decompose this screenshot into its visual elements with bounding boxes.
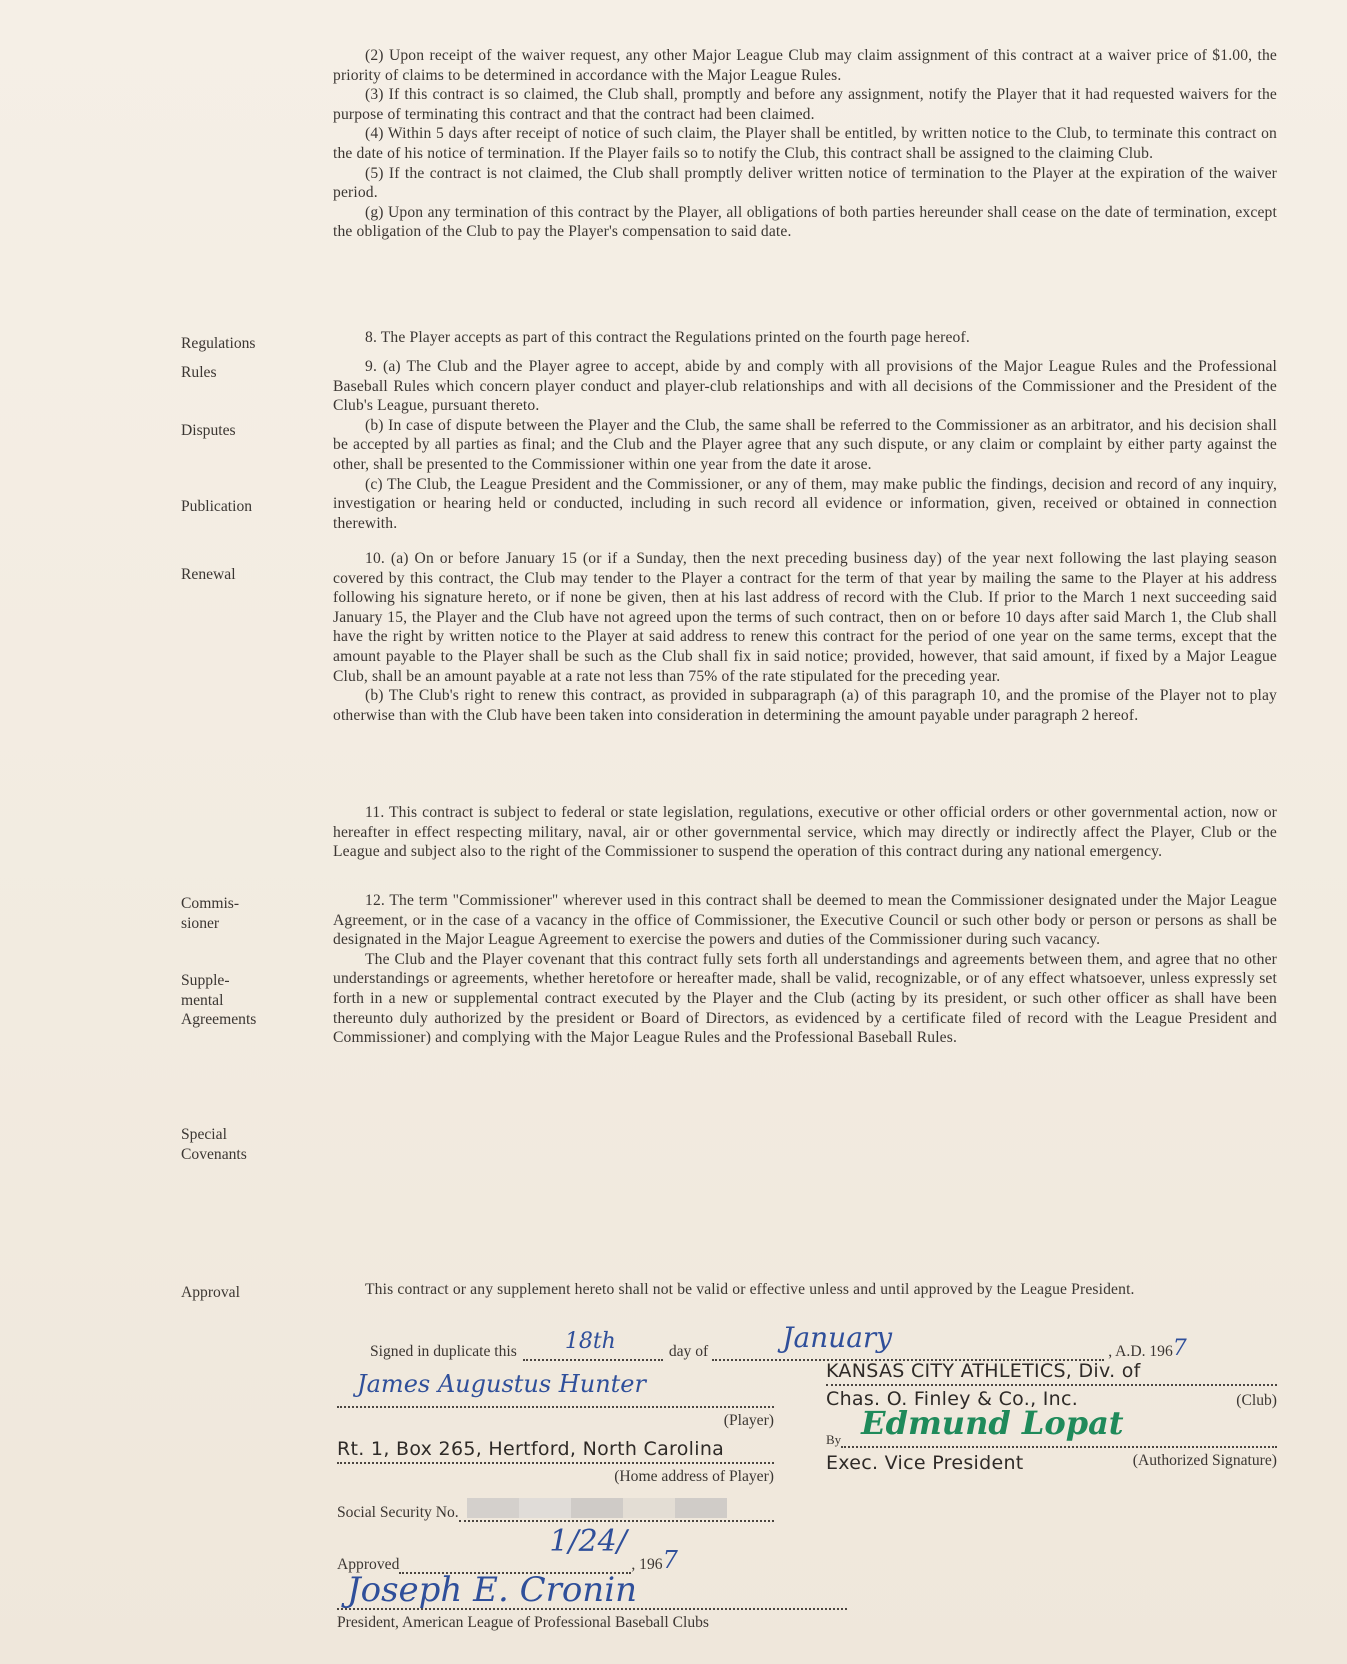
label-regulations: Regulations xyxy=(181,335,256,352)
ssn-redacted xyxy=(467,1498,727,1518)
paragraph-g: (g) Upon any termination of this contract by the Player, all obligations of both parties hereunder shall cease on the date of termination, except the obligation of the Club to pay the Player's compensation to said date. xyxy=(333,203,1277,241)
waiver-section xyxy=(333,46,1277,242)
paragraph-10b: (b) The Club's right to renew this contract, as provided in subparagraph (a) of this paragraph 10, and the promise of the Player not to play otherwise than with the Club have been taken into consideration in determining the amount payable under paragraph 2 hereof. xyxy=(333,687,1277,724)
label-supp-line3: Agreements xyxy=(181,1011,257,1029)
label-supp-line1: Supple- xyxy=(181,972,230,989)
label-disputes: Disputes xyxy=(181,422,236,439)
month-field xyxy=(712,1321,1104,1361)
paragraph-5: (5) If the contract is not claimed, the Club shall promptly deliver written notice of termination to the Player at the expiration of the waiver period. xyxy=(333,164,1277,202)
approved-year-digit: 7 xyxy=(662,1546,678,1574)
paragraph-8: 8. The Player accepts as part of this contract the Regulations printed on the fourth page hereof. xyxy=(365,329,970,346)
club-label: (Club) xyxy=(1236,1392,1277,1409)
label-commissioner-line2: sioner xyxy=(181,914,220,932)
by-label: By xyxy=(826,1432,842,1447)
label-publication: Publication xyxy=(181,498,253,515)
day-value: 18th xyxy=(564,1329,616,1354)
day-of-label: day of xyxy=(668,1343,709,1360)
club-signature-block xyxy=(826,1360,1277,1474)
paragraph-3: (3) If this contract is so claimed, the Club shall, promptly and before any assignment, notify the Player that it had requested waivers for the purpose of terminating this contract and that the contract had been claimed. xyxy=(333,86,1277,123)
address-label: (Home address of Player) xyxy=(614,1468,774,1485)
commissioner-section xyxy=(333,891,1277,1048)
player-signature: James Augustus Hunter xyxy=(357,1370,646,1398)
label-special-covenants xyxy=(181,1125,247,1164)
day-field xyxy=(523,1329,663,1361)
paragraph-2: (2) Upon receipt of the waiver request, any other Major League Club may claim assignment of this contract at a waiver price of $1.00, the priority of claims to be determined in accordance with the Major League Rules. xyxy=(333,47,1277,84)
paragraph-4: (4) Within 5 days after receipt of notice of such claim, the Player shall be entitled, by written notice to the Club, to terminate this contract on the date of his notice of termination. If the Player fails so to notify the Club, this contract shall be assigned to the claiming Club. xyxy=(333,125,1277,162)
authorized-signature-line xyxy=(841,1404,1277,1448)
renewal-section xyxy=(333,549,1277,725)
label-commissioner-line1: Commis- xyxy=(181,895,240,912)
signed-prefix: Signed in duplicate this xyxy=(370,1343,517,1360)
year-digit: 7 xyxy=(1172,1336,1187,1361)
authorized-signature-row xyxy=(826,1404,1277,1448)
paragraph-12: 12. The term "Commissioner" wherever used in this contract shall be deemed to mean the Commissioner designated under the Major League Agreement, or in the case of a vacancy in the office of Commissioner, the Executive Council or such other body or person or persons as shall be designated in the Major League Agreement to exercise the powers and duties of the Commissioner during such vacancy. xyxy=(333,892,1277,949)
authorized-label: (Authorized Signature) xyxy=(1132,1452,1277,1469)
authorized-signature: Edmund Lopat xyxy=(861,1404,1124,1442)
paragraph-10a: 10. (a) On or before January 15 (or if a Sunday, then the next preceding business day) of the year next following the last playing season covered by this contract, the Club may tender to the Player a contract for the term of that year by mailing the same to the Player at his address following his signature hereto, or if none be given, then at his last address of record with the Club. If prior to the March 1 next succeeding said January 15, the Player and the Club have not agreed upon the terms of such contract, then on or before 10 days after said March 1, the Club shall have the right by written notice to the Player at said address to renew this contract for the period of one year on the same terms, except that the amount payable to the Player shall be such as the Club shall fix in said notice; provided, however, that said amount, if fixed by a Major League Club, shall be an amount payable at a rate not less than 75% of the rate stipulated for the preceding year. xyxy=(333,550,1277,685)
paragraph-approval: This contract or any supplement hereto shall not be valid or effective unless and until approved by the League President. xyxy=(365,1281,1135,1298)
paragraph-9a: 9. (a) The Club and the Player agree to accept, abide by and comply with all provisions of the Major League Rules and the Professional Baseball Rules which concern player conduct and player-club relationships and with all decisions of the Commissioner and the President of the Club's League, pursuant thereto. xyxy=(333,358,1277,415)
label-special-line1: Special xyxy=(181,1126,227,1143)
month-value: January xyxy=(782,1321,893,1354)
label-approval: Approval xyxy=(181,1284,240,1301)
label-renewal: Renewal xyxy=(181,566,236,583)
rules-section xyxy=(333,357,1277,533)
label-rules: Rules xyxy=(181,364,217,381)
label-supplemental-agreements xyxy=(181,971,256,1030)
club-name-line1: KANSAS CITY ATHLETICS, Div. of xyxy=(826,1360,1277,1386)
club-name-line2: Chas. O. Finley & Co., Inc. xyxy=(826,1388,1079,1410)
paragraph-11: 11. This contract is subject to federal or state legislation, regulations, executive or other official orders or other governmental action, now or hereafter in effect respecting military, naval, air or other governmental service, which may directly or indirectly affect the Player, Club or the League and subject also to the right of the Commissioner to suspend the operation of this contract during any national emergency. xyxy=(333,804,1277,861)
ssn-line xyxy=(337,1502,774,1522)
label-commissioner xyxy=(181,894,239,933)
president-label: President, American League of Professional Baseball Clubs xyxy=(337,1614,709,1631)
ad-label: , A.D. 196 xyxy=(1108,1343,1173,1360)
paragraph-9b: (b) In case of dispute between the Player and the Club, the same shall be referred to the Commissioner as an arbitrator, and his decision shall be accepted by all parties as final; and the Club and the Player agree that any such dispute, or any claim or complaint by either party against the other, shall be presented to the Commissioner within one year from the date it arose. xyxy=(333,416,1277,473)
signed-date-line xyxy=(370,1321,1277,1361)
legislation-section xyxy=(333,803,1277,862)
approved-date: 1/24/ xyxy=(549,1524,627,1559)
exec-row xyxy=(826,1452,1277,1474)
label-special-line2: Covenants xyxy=(181,1145,247,1163)
ssn-field xyxy=(459,1502,774,1522)
approval-section xyxy=(333,1280,1277,1300)
regulations-section xyxy=(333,328,1277,348)
president-signature-line xyxy=(337,1570,847,1610)
president-signature: Joseph E. Cronin xyxy=(347,1570,637,1610)
paragraph-supplemental: The Club and the Player covenant that this contract fully sets forth all understandings and agreements between them, and agree that no other understandings or agreements, whether heretofore or hereafter made, shall be valid, recognizable, or of any effect whatsoever, unless expressly set forth in a new or supplemental contract executed by the Player and the Club (acting by its president, or such other officer as shall have been thereunto duly authorized by the president or Board of Directors, as evidenced by a certificate filed of record with the League President and Commissioner) and complying with the Major League Rules and the Professional Baseball Rules. xyxy=(333,950,1277,1047)
player-signature-block xyxy=(337,1370,774,1632)
player-address: Rt. 1, Box 265, Hertford, North Carolina xyxy=(337,1438,774,1464)
ssn-label: Social Security No. xyxy=(337,1504,459,1521)
paragraph-9c: (c) The Club, the League President and the Commissioner, or any of them, may make public the findings, decision and record of any inquiry, investigation or hearing held or conducted, including in such record all evidence or information, given, received or obtained in connection therewith. xyxy=(333,475,1277,532)
player-signature-line xyxy=(337,1370,774,1408)
approved-year-prefix: , 196 xyxy=(631,1556,663,1573)
player-label: (Player) xyxy=(723,1412,774,1429)
approved-label: Approved xyxy=(337,1556,400,1573)
exec-title: Exec. Vice President xyxy=(826,1452,1024,1474)
label-supp-line2: mental xyxy=(181,991,224,1009)
